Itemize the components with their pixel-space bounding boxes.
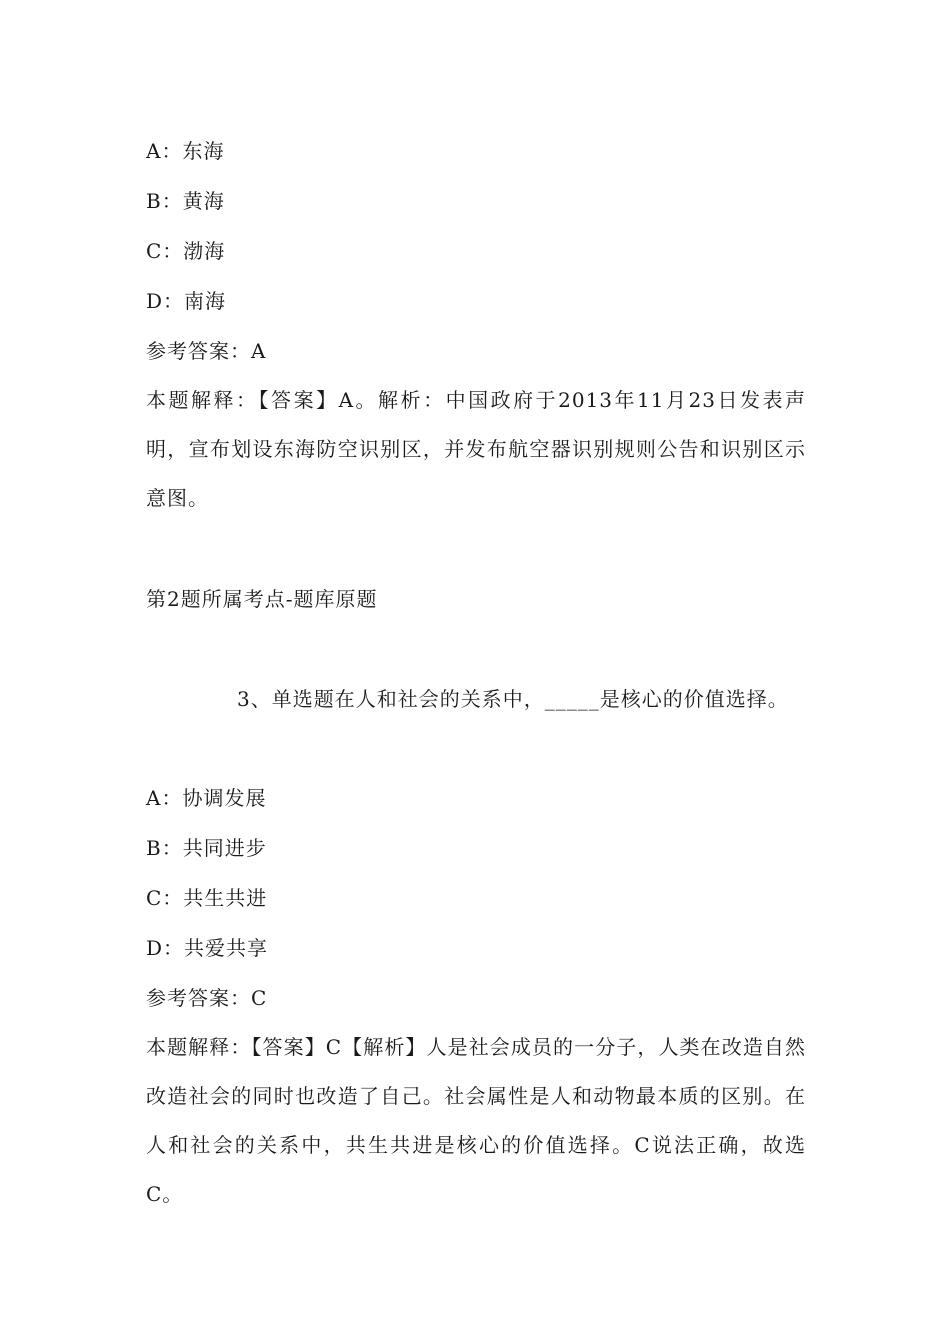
q3-option-d: D：共爱共享 — [146, 936, 269, 960]
q3-option-a: A：协调发展 — [146, 786, 267, 810]
q2-explanation: 本题解释：【答案】A。解析：中国政府于2013年11月23日发表声明，宣布划设东海防空识别区，并发布航空器识别规则公告和识别区示意图。 — [146, 388, 806, 510]
q3-option-c: C：共生共进 — [146, 886, 268, 910]
q3-option-b: B：共同进步 — [146, 836, 267, 860]
q2-option-d: D：南海 — [146, 289, 227, 313]
q2-answer: 参考答案：A — [146, 339, 267, 363]
q2-option-b: B：黄海 — [146, 189, 225, 213]
q3-question: 3、单选题在人和社会的关系中，_____是核心的价值选择。 — [237, 687, 789, 711]
q2-topic: 第2题所属考点-题库原题 — [146, 587, 378, 611]
q3-explanation: 本题解释：【答案】C【解析】人是社会成员的一分子，人类在改造自然改造社会的同时也改造了自己。社会属性是人和动物最本质的区别。在人和社会的关系中，共生共进是核心的价值选择。C说法正确，故选C。 — [146, 1035, 806, 1206]
q3-answer: 参考答案：C — [146, 986, 268, 1010]
q2-option-c: C：渤海 — [146, 239, 226, 263]
q2-option-a: A：东海 — [146, 139, 225, 163]
